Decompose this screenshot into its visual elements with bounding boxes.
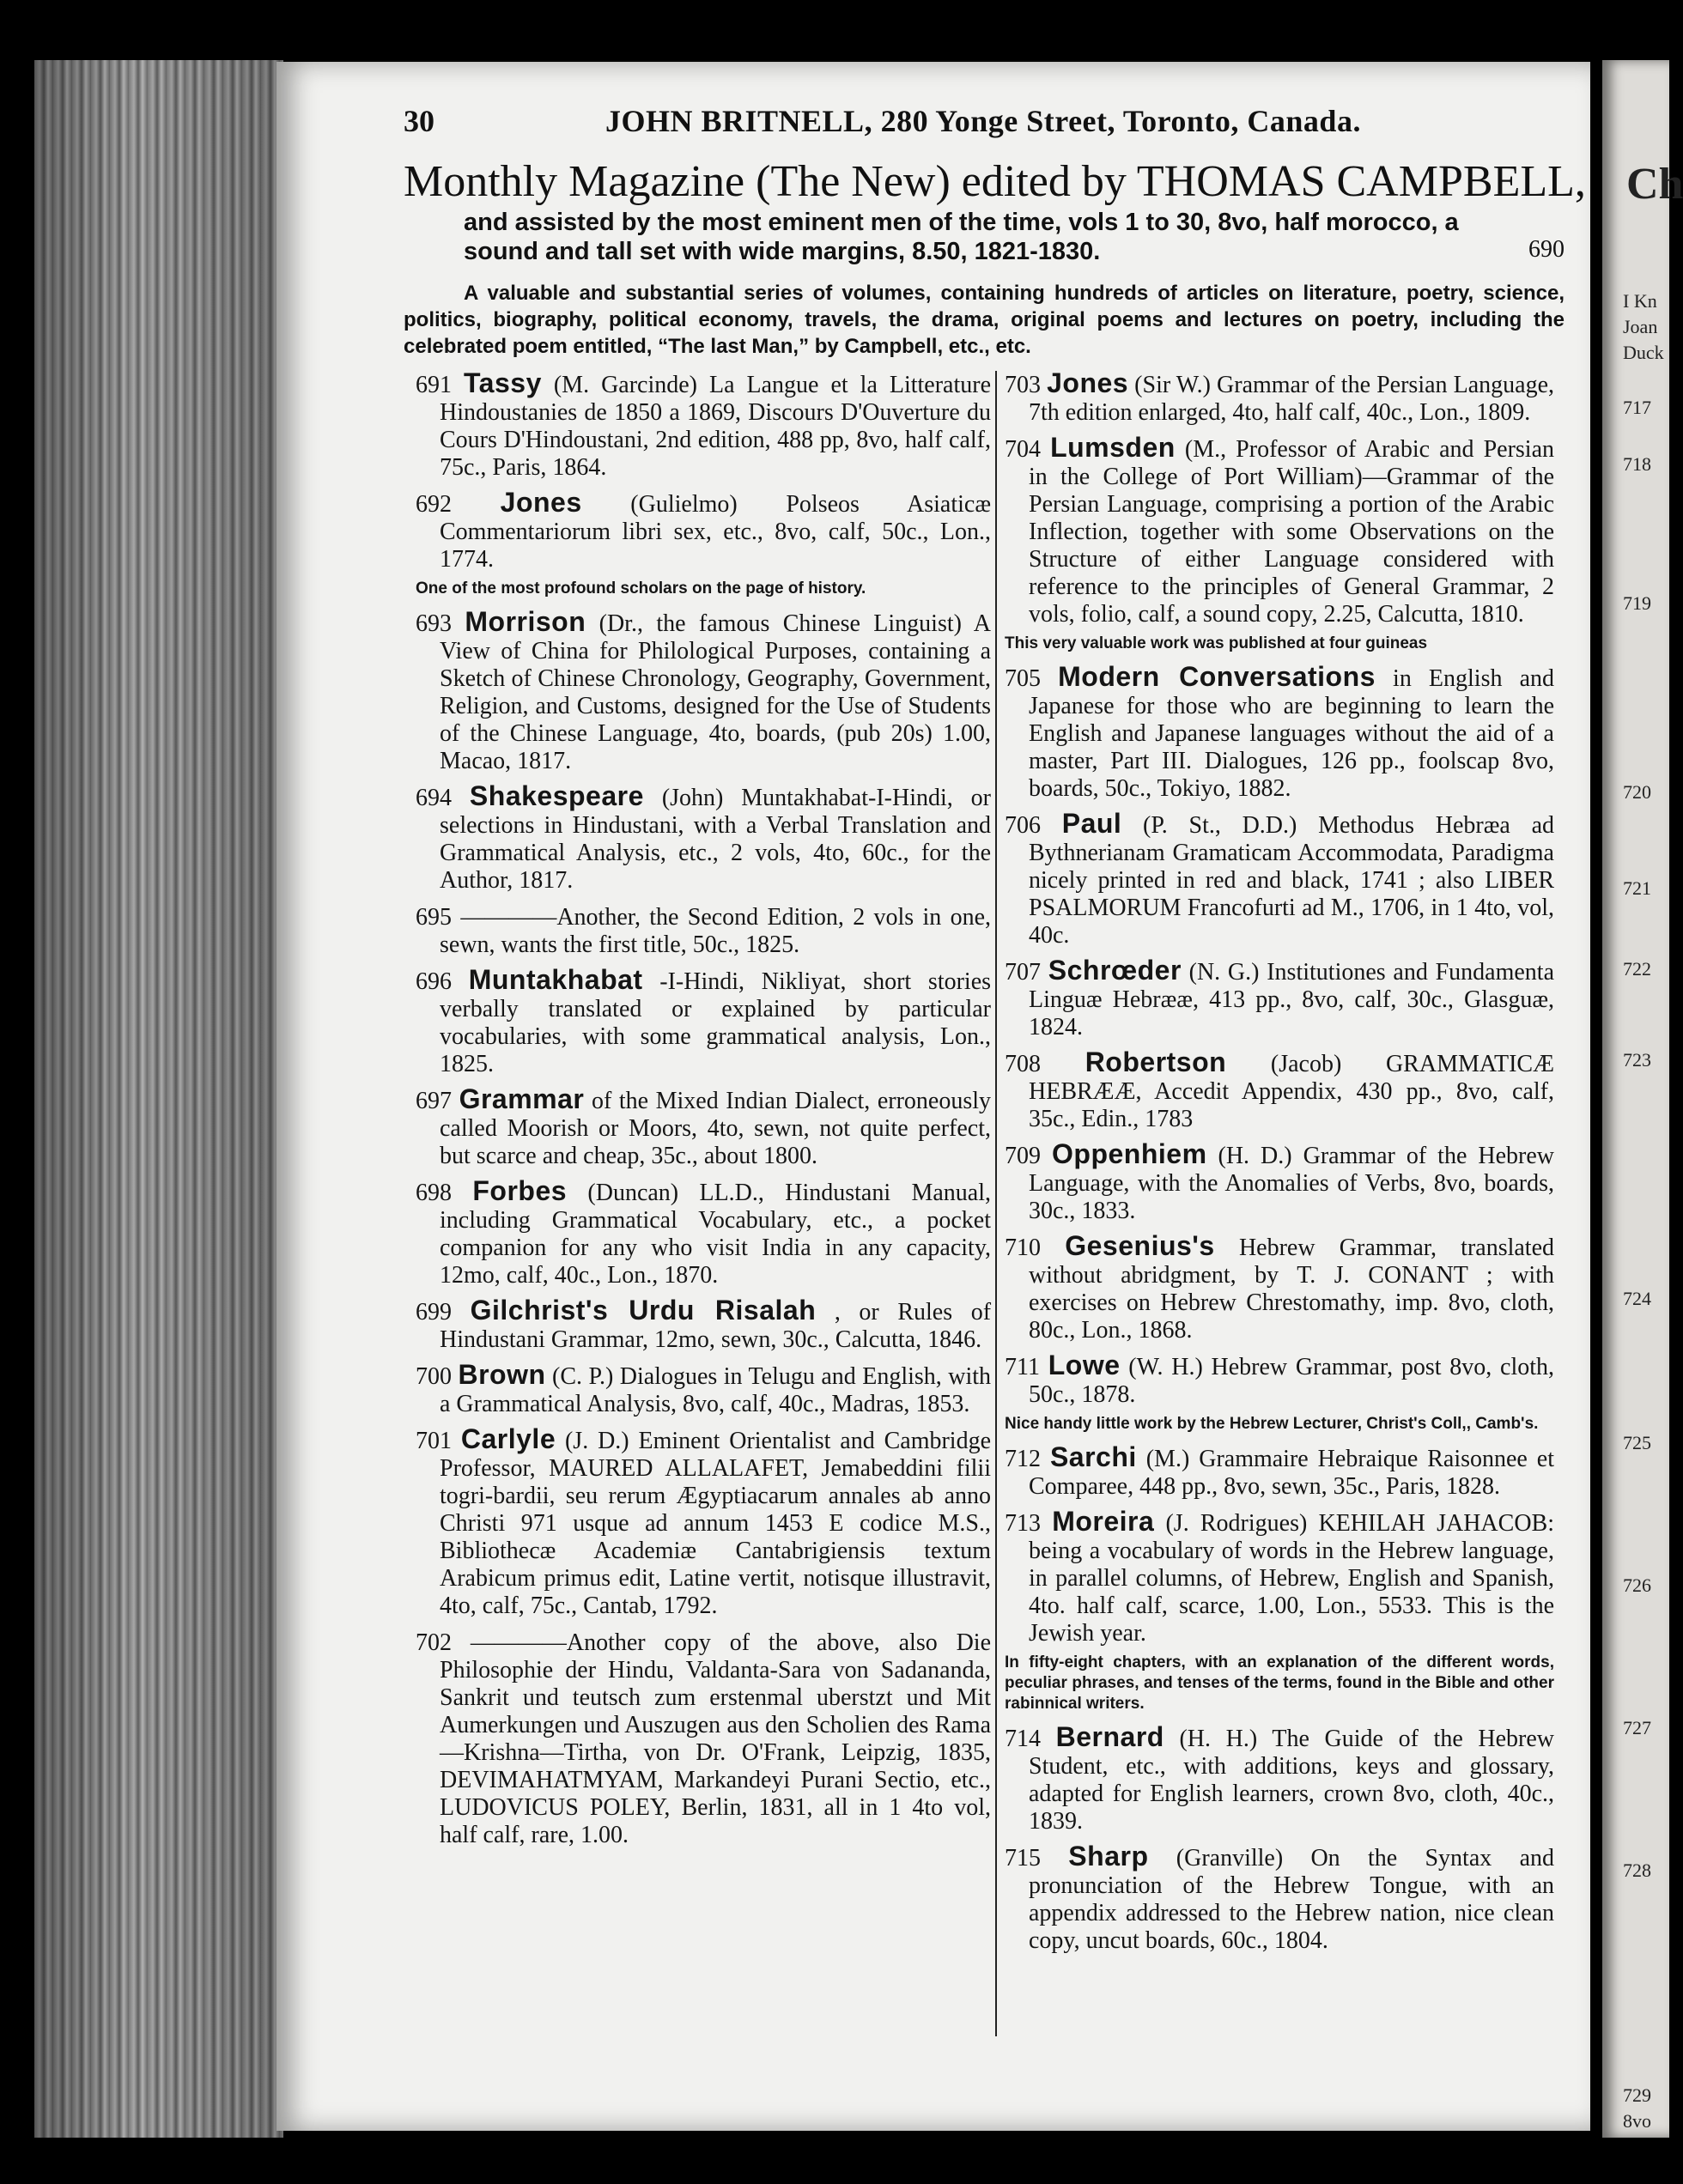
entry-number: 706 [1005,812,1041,839]
entry-author: Schrœder [1048,955,1182,986]
facing-page-fragment: 724 [1623,1288,1651,1309]
facing-page-fragment: 721 [1623,877,1651,899]
catalog-entry [416,1085,991,1170]
entry-text: of the Mixed Indian Dialect, erroneously called Moorish or Moors, 4to, sewn, not quite perfect, but scarce and cheap, 35c., about 1800. [440,1088,992,1169]
entry-number: 702 [416,1629,452,1656]
entry-text: in English and Japanese for those who are beginning to learn the English and Japanese languages without the aid of a master, Part III. Dialogues, 126 pp., foolscap 8vo, boards, 50c., Tokiyo, 1882. [1029,665,1555,802]
entry-number: 693 [416,610,452,637]
catalog-entry [1005,1443,1554,1501]
entry-author: Lowe [1048,1350,1121,1380]
entry-author: Forbes [472,1175,568,1206]
entry-author: Lumsden [1050,432,1176,463]
entry-text: (M. Garcinde) La Langue et la Litterature Hindoustanies de 1850 a 1869, Discours D'Ouverture du Cours D'Hindoustani, 2nd edition, 488 pp, 8vo, half calf, 75c., Paris, 1864. [440,372,992,481]
entry-text: (J. D.) Eminent Orientalist and Cambridge Professor, MAURED ALLALAFET, Jemabeddini filii togri-bardii, seu rerum Ægyptiacarum annales ab anno Christi 971 usque ad annum 1453 E codice M.S., Bibliothecæ Academiæ Cantabrigiensis textum Arabicum primus edit, Latine vertit, notisque illustravit, 4to, calf, 75c., Cantab, 1792. [440,1428,992,1619]
facing-page-fragment: Ch [1626,160,1683,209]
entry-text: (H. H.) The Guide of the Hebrew Student, etc., with additions, keys and glossary, adapted for English learners, crown 8vo, cloth, 40c., 1839. [1029,1726,1554,1835]
catalog-entry [1005,369,1554,427]
entry-number: 713 [1005,1510,1041,1537]
entry-author: Morrison [465,606,586,637]
facing-page [1602,60,1683,2138]
entry-text: (W. H.) Hebrew Grammar, post 8vo, cloth, 50c., 1878. [1029,1354,1555,1408]
entry-number: 715 [1005,1845,1041,1872]
featured-title: Monthly Magazine (The New) edited by THOMAS CAMPBELL, [404,157,1586,206]
entry-text: (Duncan) LL.D., Hindustani Manual, including Grammatical Vocabulary, etc., a pocket companion for any who visit India in any capacity, 12mo, calf, 40c., Lon., 1870. [440,1180,992,1289]
entry-text: (Gulielmo) Polseos Asiaticæ Commentariorum libri sex, etc., 8vo, calf, 50c., Lon., 1774. [440,491,992,573]
entry-number: 700 [416,1363,452,1390]
entry-author: Gilchrist's Urdu Risalah [470,1295,817,1326]
entry-text: (N. G.) Institutiones and Fundamenta Linguæ Hebrææ, 413 pp., 8vo, calf, 30c., Glasguæ, 1824. [1029,959,1555,1040]
entry-author: Grammar [459,1083,585,1114]
entry-number: 697 [416,1088,452,1114]
entry-number: 694 [416,785,452,811]
entry-text: (Granville) On the Syntax and pronunciation of the Hebrew Tongue, with an appendix addressed to the Hebrew nation, nice clean copy, uncut boards, 60c., 1804. [1029,1845,1554,1954]
catalog-entry [1005,1048,1554,1133]
catalog-entry [1005,1232,1554,1344]
facing-page-fragment: 723 [1623,1049,1651,1071]
entry-note: This very valuable work was published at four guineas [1005,634,1428,652]
entry-text: (John) Muntakhabat-I-Hindi, or selections in Hindustani, with a Verbal Translation and Grammatical Analysis, etc., 2 vols, 4to, 60c., for the Author, 1817. [440,785,992,894]
entry-number: 699 [416,1299,452,1326]
facing-page-fragment: 718 [1623,453,1651,475]
entry-note: In fifty-eight chapters, with an explanation of the different words, peculiar phrases, and tenses of the terms, found in the Bible and other rabinnical writers. [1005,1653,1554,1713]
entry-number: 691 [416,372,452,398]
entry-number: 710 [1005,1235,1041,1261]
catalog-entry [1005,434,1554,628]
catalog-entry [1005,1351,1554,1409]
featured-number: 690 [1528,236,1565,263]
facing-page-fragment: 8vo [1623,2110,1651,2132]
entry-number: 711 [1005,1354,1040,1380]
catalog-entry [416,1627,991,1849]
entry-author: Jones [1047,367,1129,398]
entry-author: Modern Conversations [1058,661,1376,692]
catalog-entry [416,1361,991,1418]
entry-text: (J. Rodrigues) KEHILAH JAHACOB: being a vocabulary of words in the Hebrew language, in parallel columns, of Hebrew, English and Spanish, 4to. half calf, scarce, 1.00, Lon., 5533. This is the Jewish year. [1029,1510,1554,1647]
catalog-entry [416,901,991,959]
entry-number: 709 [1005,1143,1041,1169]
facing-page-fragment: 728 [1623,1859,1651,1881]
entry-number: 705 [1005,665,1041,692]
facing-page-fragment: Joan [1623,316,1658,337]
entry-author: Carlyle [460,1423,556,1454]
catalog-entry [416,608,991,775]
entry-text: (H. D.) Grammar of the Hebrew Language, with the Anomalies of Verbs, 8vo, boards, 30c., 1833. [1029,1143,1555,1224]
featured-description: A valuable and substantial series of volumes, containing hundreds of articles on literature, poetry, science, politics, biography, political economy, travels, the drama, original poems and lectures on poetry, including the celebrated poem entitled, “The last Man,” by Campbell, etc., etc. [404,282,1565,358]
facing-page-fragment: 720 [1623,781,1651,803]
entry-text: (Jacob) GRAMMATICÆ HEBRÆÆ, Accedit Appendix, 430 pp., 8vo, calf, 35c., Edin., 1783 [1029,1051,1554,1132]
entry-author: Muntakhabat [468,964,643,995]
entry-author: Gesenius's [1065,1230,1215,1261]
entry-note: Nice handy little work by the Hebrew Lecturer, Christ's Coll,, Camb's. [1005,1415,1539,1433]
header-title: JOHN BRITNELL, 280 Yonge Street, Toronto, Canada. [605,104,1361,138]
entry-number: 707 [1005,959,1041,986]
catalog-entry [1005,1140,1554,1225]
catalog-entry [416,1177,991,1289]
featured-details [464,208,1565,266]
entry-text: ————Another, the Second Edition, 2 vols in one, sewn, wants the first title, 50c., 1825. [440,904,992,958]
facing-page-fragment: 727 [1623,1717,1651,1738]
entry-text: (M., Professor of Arabic and Persian in the College of Port William)—Grammar of the Persian Language, comprising a portion of the Arabic Inflection, together with some Observations on the Structure of either Language considered with reference to the principles of General Grammar, 2 vols, folio, calf, a sound copy, 2.25, Calcutta, 1810. [1029,436,1555,628]
entry-text: ————Another copy of the above, also Die Philosophie der Hindu, Valdanta-Sara von Sadananda, Sankrit und teutsch zum erstenmal uberstzt und Mit Aumerkungen und Auszugen aus den Scholien des Rama—Krishna—Tirtha, von Dr. O'Frank, Leipzig, 1835, DEVIMAHATMYAM, Markandeyi Purani Sectio, etc., LUDOVICUS POLEY, Berlin, 1831, all in 1 4to vol, half calf, rare, 1.00. [440,1629,991,1848]
entry-author: Bernard [1055,1721,1164,1752]
facing-page-fragment: Duck [1623,342,1664,363]
page-edge-shading [34,60,283,2138]
entry-text: (Dr., the famous Chinese Linguist) A View of China for Philological Purposes, containing a Sketch of Chinese Chronology, Geography, Government, Religion, and Customs, designed for the Use of Students of the Chinese Language, 4to, boards, (pub 20s) 1.00, Macao, 1817. [440,610,991,774]
entry-note: One of the most profound scholars on the page of history. [416,579,866,598]
entry-author: Tassy [464,367,542,398]
entry-number: 696 [416,968,452,995]
entry-author: Jones [500,487,582,518]
facing-page-fragment: 726 [1623,1574,1651,1596]
entry-text: , or Rules of Hindustani Grammar, 12mo, sewn, 30c., Calcutta, 1846. [440,1299,992,1353]
entry-author: Brown [458,1359,546,1390]
entry-text: (P. St., D.D.) Methodus Hebræa ad Bythnerianam Gramaticam Accommodata, Paradigma nicely printed in red and black, 1741 ; also LIBER PSALMORUM Francofurti ad M., 1706, in 1 4to, vol, 40c. [1029,812,1555,949]
facing-page-fragment: 717 [1623,397,1651,418]
facing-page-fragment: I Kn [1623,290,1657,312]
entry-text: (M.) Grammaire Hebraique Raisonnee et Comparee, 448 pp., 8vo, sewn, 35c., Paris, 1828. [1029,1446,1555,1500]
entry-number: 692 [416,491,452,518]
entry-number: 698 [416,1180,452,1206]
facing-page-fragment: 729 [1623,2084,1651,2106]
catalog-entry [1005,1842,1554,1955]
entry-author: Sharp [1068,1841,1149,1872]
catalog-entry [1005,956,1554,1041]
catalog-entry [1005,1508,1554,1647]
catalog-entry [416,966,991,1078]
catalog-entry [416,369,991,482]
catalog-entry [416,782,991,895]
column-divider [995,371,997,2036]
featured-line-1: and assisted by the most eminent men of the time, vols 1 to 30, 8vo, half morocco, a [464,209,1459,236]
facing-page-fragment: 725 [1623,1432,1651,1453]
entry-text: (C. P.) Dialogues in Telugu and English, with a Grammatical Analysis, 8vo, calf, 40c., Madras, 1853. [440,1363,992,1417]
entry-text: (Sir W.) Grammar of the Persian Language, 7th edition enlarged, 4to, half calf, 40c., Lon., 1809. [1029,372,1555,426]
entry-author: Robertson [1085,1046,1227,1077]
page-number: 30 [404,104,434,138]
entry-author: Oppenhiem [1052,1138,1207,1169]
entry-number: 714 [1005,1726,1041,1752]
entry-number: 712 [1005,1446,1041,1472]
facing-page-fragment: 719 [1623,592,1651,614]
right-column [1005,369,1554,1962]
facing-page-fragment: 722 [1623,958,1651,980]
entry-number: 703 [1005,372,1041,398]
catalog-entry [416,1296,991,1354]
entry-text: -I-Hindi, Nikliyat, short stories verbally translated or explained by particular vocabularies, with some grammatical analysis, Lon., 1825. [440,968,992,1077]
entry-number: 704 [1005,436,1041,463]
catalog-entry [1005,810,1554,949]
entry-author: Sarchi [1049,1441,1137,1472]
entry-number: 695 [416,904,452,931]
catalog-entry [1005,1723,1554,1835]
left-column [416,369,991,1856]
catalog-entry [416,488,991,573]
featured-line-2: sound and tall set with wide margins, 8.50, 1821-1830. [464,238,1101,265]
featured-entry [404,156,1586,360]
entry-author: Moreira [1052,1506,1155,1537]
entry-author: Shakespeare [469,780,644,811]
catalog-entry [1005,663,1554,803]
entry-text: Hebrew Grammar, translated without abridgment, by T. J. CONANT ; with exercises on Hebrew Chrestomathy, imp. 8vo, cloth, 80c., Lon., 1868. [1029,1235,1555,1344]
entry-number: 708 [1005,1051,1041,1077]
entry-number: 701 [416,1428,452,1454]
catalog-entry [416,1425,991,1620]
entry-author: Paul [1061,808,1122,839]
